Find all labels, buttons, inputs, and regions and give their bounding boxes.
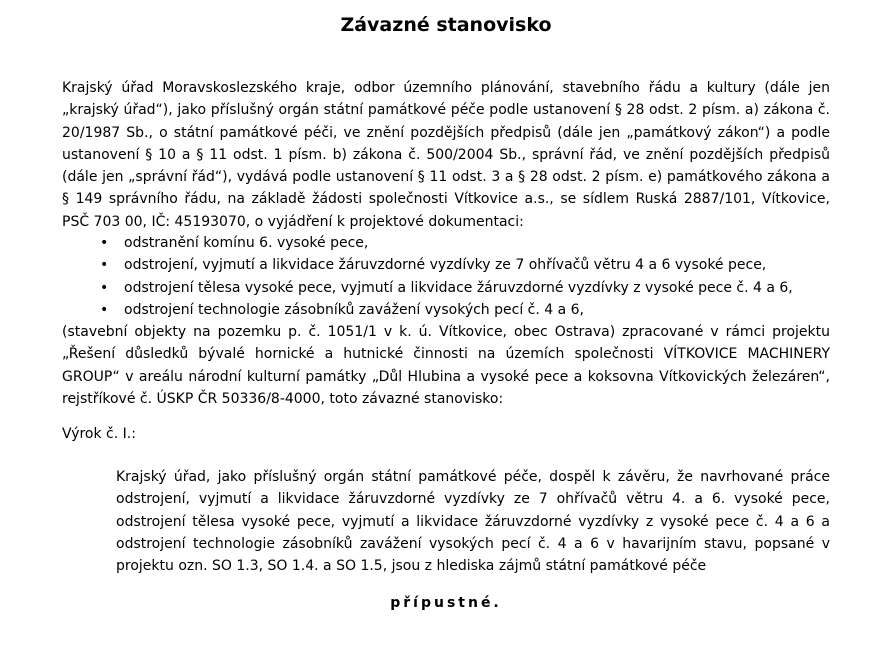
- intro-paragraph: Krajský úřad Moravskoslezského kraje, odbor územního plánování, stavebního řádu a kultury (dále jen „krajský úřad“), jako příslušný orgán státní památkové péče podle ustanovení § 28 odst. 2 písm. a) zákona č. 20/1987 Sb., o státní památkové péči, ve znění pozdějších předpisů (dále jen „památkový zákon“) a podle ustanovení § 10 a § 11 odst. 1 písm. b) zákona č. 500/2004 Sb., správní řád, ve znění pozdějších předpisů (dále jen „správní řád“), vydává podle ustanovení § 11 odst. 3 a § 28 odst. 2 písm. e) památkového zákona a § 149 správního řádu, na základě žádosti společnosti Vítkovice a.s., se sídlem Ruská 2887/101, Vítkovice, PSČ 703 00, IČ: 45193070, o vyjádření k projektové dokumentaci:: [62, 80, 830, 230]
- list-item: [96, 232, 836, 254]
- list-item-text: odstrojení tělesa vysoké pece, vyjmutí a likvidace žáruvzdorné vyzdívky z vysoké pece č. 4 a 6,: [124, 279, 793, 296]
- list-item-text: odstranění komínu 6. vysoké pece,: [124, 235, 369, 251]
- list-item: [96, 254, 836, 276]
- verdict-result: přípustné.: [390, 595, 502, 611]
- bullet-icon: •: [100, 235, 109, 251]
- verdict-paragraph: Krajský úřad, jako příslušný orgán státní památkové péče, dospěl k závěru, že navrhované práce odstrojení, vyjmutí a likvidace žáruvzdorné vyzdívky ze 7 ohřívačů větru 4. a 6. vysoké pece, odstrojení tělesa vysoké pece, vyjmutí a likvidace žáruvzdorné vyzdívky z vysoké pece č. 4 a 6 a odstrojení technologie zásobníků zavážení vysokých pecí č. 4 a 6 v havarijním stavu, popsané v projektu ozn. SO 1.3, SO 1.4. a SO 1.5, jsou z hlediska zájmů státní památkové péče: [116, 469, 830, 575]
- continuation-paragraph: (stavební objekty na pozemku p. č. 1051/1 v k. ú. Vítkovice, obec Ostrava) zpracované v rámci projektu „Řešení důsledků bývalé hornické a hutnické činnosti na územích společnosti VÍTKOVICE MACHINERY GROUP“ v areálu národní kulturní památky „Důl Hlubina a vysoké pece a koksovna Vítkovických železáren“, rejstříkové č. ÚSKP ČR 50336/8-4000, toto závazné stanovisko:: [62, 324, 830, 407]
- bullet-icon: •: [100, 257, 109, 274]
- project-items-list: [96, 232, 836, 321]
- list-item: [96, 277, 836, 299]
- bullet-icon: •: [100, 279, 109, 296]
- list-item-text: odstrojení technologie zásobníků zavážení vysokých pecí č. 4 a 6,: [124, 301, 584, 318]
- verdict-heading: Výrok č. I.:: [62, 426, 136, 442]
- bullet-icon: •: [100, 301, 109, 318]
- document-title: Závazné stanovisko: [340, 14, 552, 36]
- list-item: [96, 299, 836, 321]
- list-item-text: odstrojení, vyjmutí a likvidace žáruvzdorné vyzdívky ze 7 ohřívačů větru 4 a 6 vysoké pece,: [124, 257, 767, 274]
